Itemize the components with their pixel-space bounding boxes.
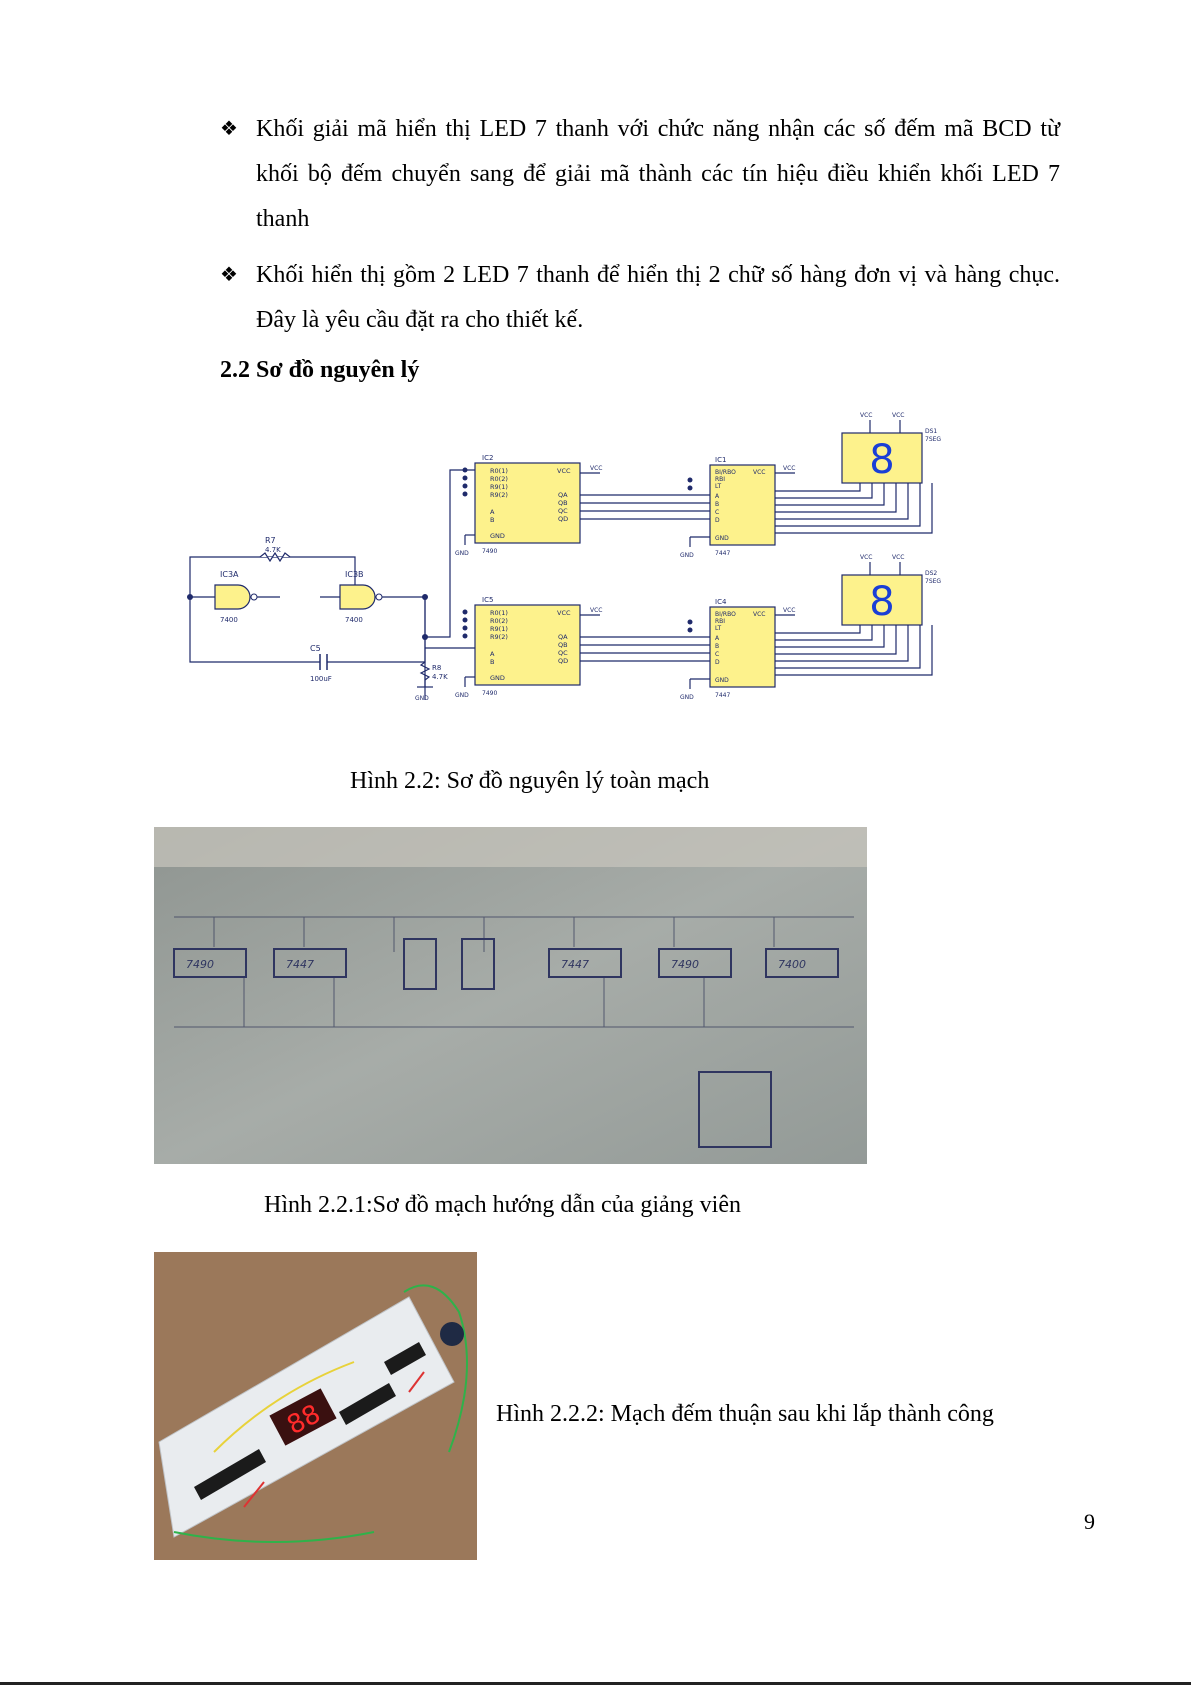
- pin-label: B: [715, 643, 720, 650]
- capacitor-ref: C5: [310, 644, 321, 653]
- gate-ref: IC3A: [220, 570, 239, 579]
- pin-label: VCC: [557, 609, 571, 617]
- pin-label: QB: [558, 499, 568, 507]
- display-ref: DS1: [925, 428, 938, 435]
- vcc-label: VCC: [892, 554, 905, 561]
- pin-label: R0(1): [490, 609, 508, 617]
- vcc-label: VCC: [860, 554, 873, 561]
- pin-label: QD: [558, 657, 569, 665]
- gate-part: 7400: [345, 616, 363, 624]
- pin-label: B: [490, 516, 495, 524]
- gnd-label: GND: [415, 695, 429, 702]
- display-readout: 88: [282, 1398, 326, 1442]
- pin-label: GND: [715, 535, 729, 542]
- pin-label: C: [715, 509, 720, 516]
- resistor-ref: R8: [432, 664, 442, 672]
- diamond-bullet-icon: ❖: [220, 118, 238, 140]
- chip-label: 7400: [778, 958, 806, 971]
- chip-label: 7490: [186, 958, 214, 971]
- chip-ref: IC5: [482, 596, 494, 604]
- vcc-label: VCC: [590, 607, 603, 614]
- pin-label: VCC: [753, 611, 766, 618]
- pin-label: GND: [490, 532, 505, 540]
- pin-label: B: [490, 658, 495, 666]
- section-heading: 2.2 Sơ đồ nguyên lý: [220, 357, 420, 383]
- pin-label: D: [715, 517, 720, 524]
- display-digit: 8: [869, 579, 895, 625]
- pin-label: VCC: [753, 469, 766, 476]
- chip-part: 7447: [715, 692, 731, 699]
- pin-label: QB: [558, 641, 568, 649]
- pin-label: RBI: [715, 476, 726, 483]
- pin-label: GND: [490, 674, 505, 682]
- pin-label: QD: [558, 515, 569, 523]
- pin-label: QA: [558, 633, 568, 641]
- pin-label: VCC: [557, 467, 571, 475]
- pin-label: A: [490, 508, 495, 516]
- display-ref: DS2: [925, 570, 938, 577]
- pin-label: QA: [558, 491, 568, 499]
- pin-label: R9(1): [490, 483, 508, 491]
- bullet-item-decoder: [220, 107, 1060, 242]
- pin-label: QC: [558, 507, 568, 515]
- bullet-text: Khối hiển thị gồm 2 LED 7 thanh để hiển thị 2 chữ số hàng đơn vị và hàng chục. Đây là yêu cầu đặt ra cho thiết kế.: [256, 262, 1060, 333]
- bullet-item-display: [220, 253, 1060, 343]
- gnd-label: GND: [455, 550, 469, 557]
- figure-caption: Hình 2.2.2: Mạch đếm thuận sau khi lắp thành công: [496, 1401, 994, 1427]
- chip-label: 7490: [671, 958, 699, 971]
- pin-label: GND: [715, 677, 729, 684]
- gnd-label: GND: [455, 692, 469, 699]
- display-type: 7SEG: [925, 578, 942, 585]
- breadboard-photo: [154, 1252, 477, 1560]
- vcc-label: VCC: [783, 607, 796, 614]
- display-type: 7SEG: [925, 436, 942, 443]
- pin-label: C: [715, 651, 720, 658]
- vcc-label: VCC: [860, 412, 873, 419]
- pin-label: R0(1): [490, 467, 508, 475]
- chip-label: 7447: [286, 958, 314, 971]
- pin-label: LT: [715, 625, 722, 632]
- gate-ref: IC3B: [345, 570, 364, 579]
- pin-label: R9(2): [490, 633, 508, 641]
- pin-label: R9(1): [490, 625, 508, 633]
- display-digit: 8: [869, 437, 895, 483]
- diamond-bullet-icon: ❖: [220, 264, 238, 286]
- pin-label: QC: [558, 649, 568, 657]
- capacitor-value: 100uF: [310, 675, 332, 683]
- gate-part: 7400: [220, 616, 238, 624]
- figure-caption: Hình 2.2: Sơ đồ nguyên lý toàn mạch: [350, 768, 710, 794]
- vcc-label: VCC: [892, 412, 905, 419]
- resistor-value: 4.7K: [265, 546, 281, 554]
- pin-label: A: [715, 493, 720, 500]
- chip-part: 7447: [715, 550, 731, 557]
- circuit-schematic: [170, 412, 1000, 760]
- pin-label: LT: [715, 483, 722, 490]
- pin-label: A: [715, 635, 720, 642]
- gnd-label: GND: [680, 552, 694, 559]
- pin-label: R0(2): [490, 475, 508, 483]
- pin-label: BI/RBO: [715, 469, 736, 476]
- chip-ref: IC2: [482, 454, 494, 462]
- pin-label: R0(2): [490, 617, 508, 625]
- pin-label: D: [715, 659, 720, 666]
- vcc-label: VCC: [783, 465, 796, 472]
- resistor-ref: R7: [265, 536, 276, 545]
- chip-ref: IC1: [715, 456, 727, 464]
- whiteboard-photo: [154, 827, 867, 1164]
- page-number: 9: [1084, 1509, 1095, 1534]
- pin-label: RBI: [715, 618, 726, 625]
- chip-part: 7490: [482, 548, 498, 555]
- bullet-text: Khối giải mã hiển thị LED 7 thanh với chức năng nhận các số đếm mã BCD từ khối bộ đếm chuyển sang để giải mã thành các tín hiệu điều khiển khối LED 7 thanh: [256, 116, 1060, 232]
- pin-label: R9(2): [490, 491, 508, 499]
- pin-label: A: [490, 650, 495, 658]
- figure-caption: Hình 2.2.1:Sơ đồ mạch hướng dẫn của giảng viên: [264, 1192, 741, 1218]
- chip-ref: IC4: [715, 598, 727, 606]
- chip-label: 7447: [561, 958, 589, 971]
- pin-label: B: [715, 501, 720, 508]
- resistor-value: 4.7K: [432, 673, 448, 681]
- gnd-label: GND: [680, 694, 694, 701]
- pin-label: BI/RBO: [715, 611, 736, 618]
- chip-part: 7490: [482, 690, 498, 697]
- vcc-label: VCC: [590, 465, 603, 472]
